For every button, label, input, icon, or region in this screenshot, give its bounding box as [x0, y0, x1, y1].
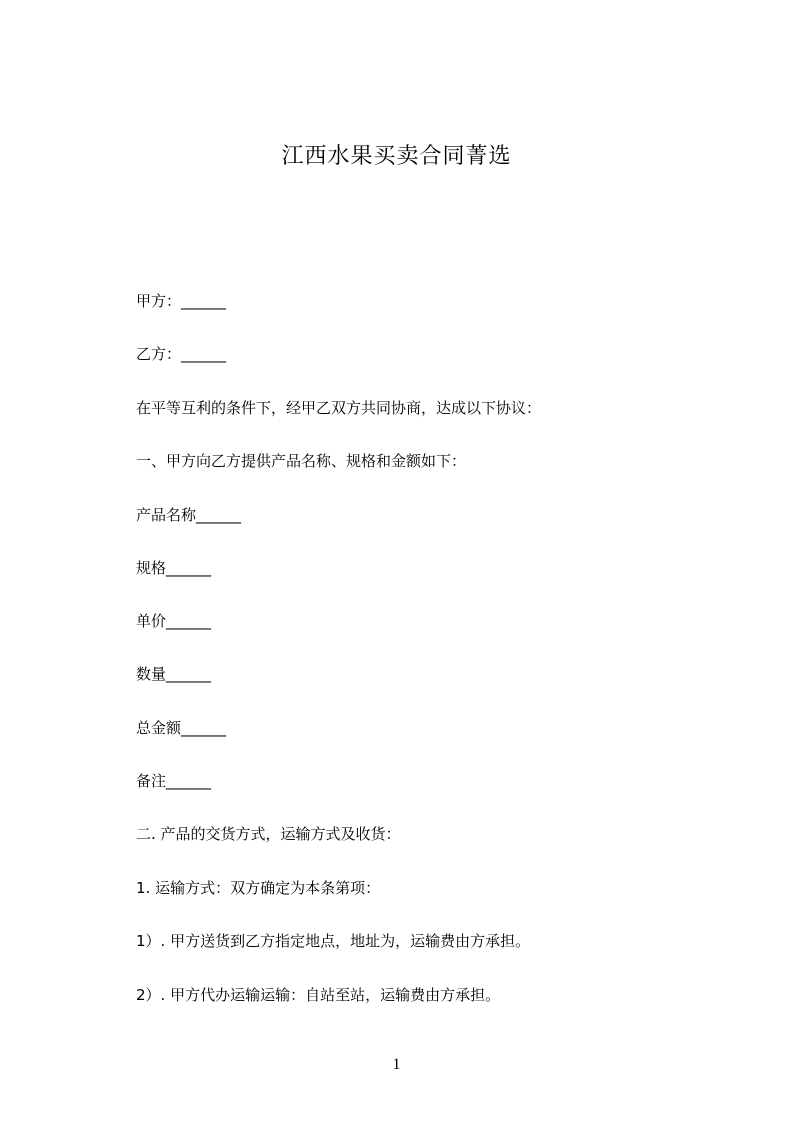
unit-price-field: 单价______ [136, 612, 212, 630]
page-number: 1 [392, 1056, 401, 1073]
section-2-heading: 二. 产品的交货方式，运输方式及收货： [136, 825, 401, 843]
transport-option-1: 1）. 甲方送货到乙方指定地点，地址为，运输费由方承担。 [136, 932, 531, 950]
spec-field: 规格______ [136, 559, 212, 577]
document-title: 江西水果买卖合同菁选 [281, 144, 512, 169]
transport-method-line: 1. 运输方式：双方确定为本条第项： [136, 879, 381, 897]
transport-option-2: 2）. 甲方代办运输运输：自站至站，运输费由方承担。 [136, 986, 501, 1004]
section-1-heading: 一、甲方向乙方提供产品名称、规格和金额如下： [136, 452, 467, 470]
party-a-line: 甲方：______ [136, 292, 227, 310]
total-amount-field: 总金额______ [136, 719, 227, 737]
quantity-field: 数量______ [136, 665, 212, 683]
party-b-line: 乙方：______ [136, 345, 227, 363]
product-name-field: 产品名称______ [136, 506, 242, 524]
agreement-intro: 在平等互利的条件下，经甲乙双方共同协商，达成以下协议： [136, 399, 542, 417]
remarks-field: 备注______ [136, 772, 212, 790]
